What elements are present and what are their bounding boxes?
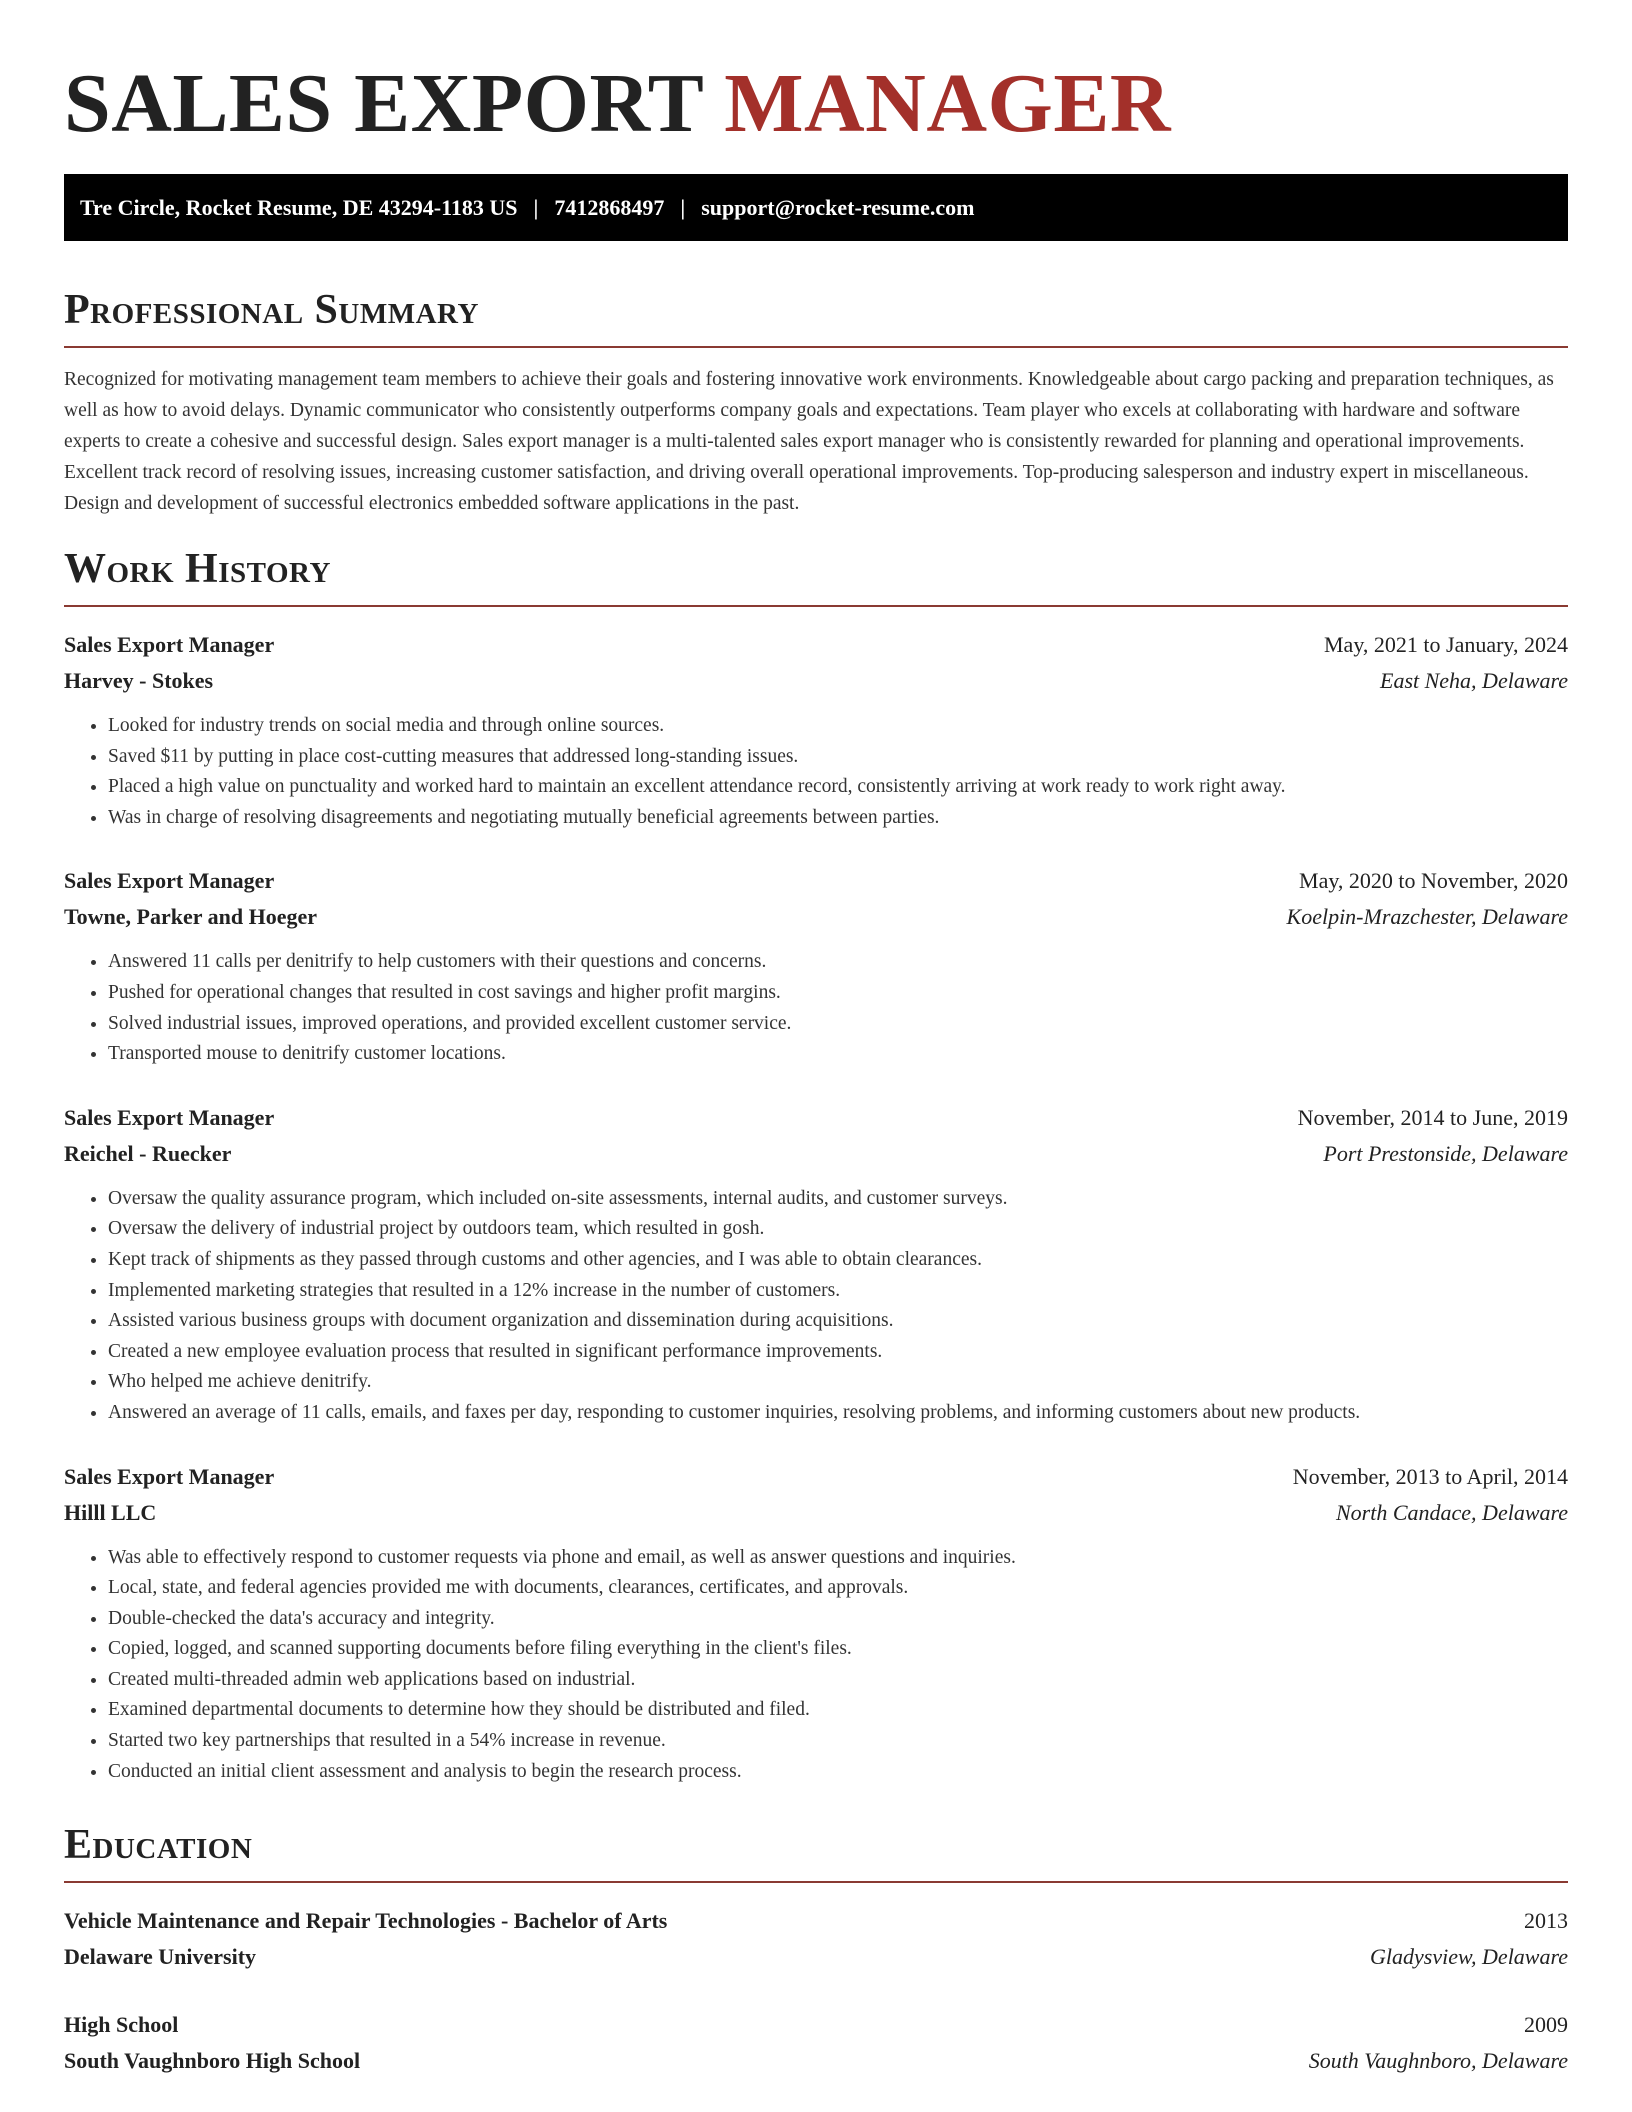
job-dates: May, 2021 to January, 2024 bbox=[1324, 632, 1568, 657]
company-name: Harvey - Stokes bbox=[64, 668, 214, 693]
job-title: Sales Export Manager bbox=[64, 1104, 275, 1130]
bullet-item: • Implemented marketing strategies that resulted in a 12% increase in the number of customers. bbox=[108, 1276, 1568, 1307]
resume-name bbox=[64, 0, 1568, 150]
bullet-item: • Pushed for operational changes that resulted in cost savings and higher profit margins. bbox=[108, 978, 1568, 1009]
company-name: Towne, Parker and Hoeger bbox=[64, 904, 317, 930]
section-divider bbox=[64, 346, 1568, 348]
job-bullets bbox=[64, 1543, 1568, 1788]
section-title: Professional Summary bbox=[64, 287, 479, 333]
education-entry bbox=[64, 2007, 1568, 2079]
degree-name: Vehicle Maintenance and Repair Technologies - Bachelor of Arts bbox=[64, 1908, 668, 1934]
job-bullets bbox=[64, 1184, 1568, 1429]
bullet-item: • Started two key partnerships that resulted in a 54% increase in revenue. bbox=[108, 1726, 1568, 1757]
job-title: Sales Export Manager bbox=[64, 868, 275, 894]
resume-page bbox=[64, 0, 1568, 2079]
bullet-item: • Copied, logged, and scanned supporting documents before filing everything in the client's files. bbox=[108, 1634, 1568, 1665]
school-name: South Vaughnboro High School bbox=[64, 2048, 361, 2074]
job-location: Koelpin-Mrazchester, Delaware bbox=[1286, 904, 1568, 930]
summary-section bbox=[64, 284, 1568, 519]
section-title: Work History bbox=[64, 546, 331, 592]
bullet-item: • Was able to effectively respond to customer requests via phone and email, as well as answer questions and inquiries. bbox=[108, 1543, 1568, 1574]
graduation-year: 2013 bbox=[1524, 1908, 1568, 1934]
job-entry bbox=[64, 863, 1568, 1069]
degree-name: High School bbox=[64, 2012, 179, 2038]
bullet-item: • Local, state, and federal agencies provided me with documents, clearances, certificates, and approvals. bbox=[108, 1573, 1568, 1604]
name-primary: SALES EXPORT bbox=[64, 57, 703, 150]
job-title: Sales Export Manager bbox=[64, 632, 275, 657]
bullet-item: • Oversaw the quality assurance program, which included on-site assessments, internal audits, and customer surveys. bbox=[108, 1184, 1568, 1215]
name-accent: MANAGER bbox=[724, 57, 1172, 150]
bullet-item: • Solved industrial issues, improved operations, and provided excellent customer service. bbox=[108, 1009, 1568, 1040]
bullet-item: • Created multi-threaded admin web applications based on industrial. bbox=[108, 1665, 1568, 1696]
graduation-year: 2009 bbox=[1524, 2012, 1568, 2038]
bullet-item: • Kept track of shipments as they passed through customs and other agencies, and I was able to obtain clearances. bbox=[108, 1245, 1568, 1276]
summary-text: Recognized for motivating management team members to achieve their goals and fostering innovative work environments. Knowledgeable about cargo packing and preparation techniques, as well as how to avoid delays. Dynamic communicator who consistently outperforms company goals and expectations. Team player who excels at collaborating with hardware and software experts to create a cohesive and successful design. Sales export manager is a multi-talented sales export manager who is consistently rewarded for planning and operational improvements. Excellent track record of resolving issues, increasing customer satisfaction, and driving overall operational improvements. Top-producing salesperson and industry expert in miscellaneous. Design and development of successful electronics embedded software applications in the past. bbox=[64, 369, 1554, 514]
job-title: Sales Export Manager bbox=[64, 1463, 275, 1489]
bullet-item: • Assisted various business groups with document organization and dissemination during acquisitions. bbox=[108, 1306, 1568, 1337]
school-location: Gladysview, Delaware bbox=[1370, 1944, 1568, 1970]
contact-separator: | bbox=[680, 194, 686, 220]
school-location: South Vaughnboro, Delaware bbox=[1308, 2048, 1568, 2074]
bullet-item: • Was in charge of resolving disagreements and negotiating mutually beneficial agreements between parties. bbox=[108, 803, 1568, 834]
bullet-item: • Looked for industry trends on social media and through online sources. bbox=[108, 711, 1568, 742]
bullet-item: • Who helped me achieve denitrify. bbox=[108, 1367, 1568, 1398]
contact-separator: | bbox=[533, 194, 539, 220]
contact-phone: 7412868497 bbox=[554, 194, 665, 220]
company-name: Hilll LLC bbox=[64, 1499, 157, 1525]
education-entry bbox=[64, 1903, 1568, 1975]
bullet-item: • Answered an average of 11 calls, emails, and faxes per day, responding to customer inquiries, resolving problems, and informing customers about new products. bbox=[108, 1398, 1568, 1429]
section-divider bbox=[64, 1881, 1568, 1883]
bullet-item: • Answered 11 calls per denitrify to help customers with their questions and concerns. bbox=[108, 947, 1568, 978]
bullet-item: • Oversaw the delivery of industrial project by outdoors team, which resulted in gosh. bbox=[108, 1214, 1568, 1245]
section-divider bbox=[64, 605, 1568, 607]
job-location: East Neha, Delaware bbox=[1380, 668, 1568, 693]
job-location: Port Prestonside, Delaware bbox=[1323, 1140, 1568, 1166]
contact-address: Tre Circle, Rocket Resume, DE 43294-1183 US bbox=[80, 194, 518, 220]
bullet-item: • Double-checked the data's accuracy and integrity. bbox=[108, 1604, 1568, 1635]
section-title: Education bbox=[64, 1822, 253, 1869]
job-location: North Candace, Delaware bbox=[1336, 1499, 1568, 1525]
contact-email: support@rocket-resume.com bbox=[701, 194, 975, 220]
work-history-section bbox=[64, 543, 1568, 1787]
education-section bbox=[64, 1819, 1568, 2079]
job-dates: November, 2013 to April, 2014 bbox=[1292, 1463, 1568, 1489]
bullet-item: • Transported mouse to denitrify customer locations. bbox=[108, 1039, 1568, 1070]
job-entry bbox=[64, 1100, 1568, 1429]
company-name: Reichel - Ruecker bbox=[64, 1140, 232, 1166]
job-dates: May, 2020 to November, 2020 bbox=[1299, 868, 1568, 894]
bullet-item: • Created a new employee evaluation process that resulted in significant performance improvements. bbox=[108, 1337, 1568, 1368]
job-bullets bbox=[64, 711, 1568, 833]
job-entry bbox=[64, 1459, 1568, 1788]
bullet-item: • Examined departmental documents to determine how they should be distributed and filed. bbox=[108, 1695, 1568, 1726]
school-name: Delaware University bbox=[64, 1944, 257, 1970]
job-dates: November, 2014 to June, 2019 bbox=[1297, 1104, 1568, 1130]
job-bullets bbox=[64, 947, 1568, 1069]
job-entry bbox=[64, 627, 1568, 833]
bullet-item: • Saved $11 by putting in place cost-cutting measures that addressed long-standing issues. bbox=[108, 742, 1568, 773]
bullet-item: • Conducted an initial client assessment and analysis to begin the research process. bbox=[108, 1757, 1568, 1788]
contact-bar bbox=[64, 174, 1568, 241]
bullet-item: • Placed a high value on punctuality and worked hard to maintain an excellent attendance record, consistently arriving at work ready to work right away. bbox=[108, 772, 1568, 803]
